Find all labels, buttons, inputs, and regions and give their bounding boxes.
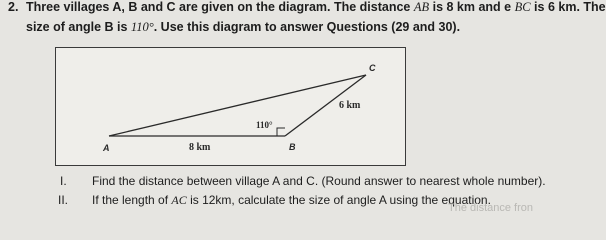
triangle-diagram [56,48,405,165]
cut-off-next-line-text: The distance fron [448,202,533,214]
sub-question-text-2 [92,193,491,208]
math-variable-bc: BC [514,0,531,14]
question-text-line1 [26,0,606,15]
question-number: 2. [8,0,19,14]
vertex-label-b: B [289,142,296,152]
question-text-part: . Use this diagram to answer Questions (29 and 30). [153,20,461,34]
vertex-label-c: C [369,63,376,73]
angle-label-b: 110° [256,120,273,130]
side-label-bc: 6 km [339,100,361,111]
side-label-ab: 8 km [189,142,211,153]
sub-question-number-1: I. [60,174,67,188]
question-text-part: is 6 km. The [530,0,606,14]
diagram-box [55,47,406,166]
question-text-part: Three villages A, B and C are given on the diagram. The distance [26,0,414,14]
angle-value: 110° [130,20,154,34]
sub-question-text-1: Find the distance between village A and C. (Round answer to nearest whole number). [92,174,546,188]
question-text-line2 [26,20,460,35]
question-text-part: is 8 km and e [429,0,515,14]
side-ac-line [109,75,366,136]
sub-question-text-part: is 12km, calculate the size of angle A using the equation. [186,193,491,207]
angle-arc-b [277,128,285,136]
sub-question-text-part: If the length of [92,193,172,207]
vertex-label-a: A [103,143,110,153]
question-text-part: size of angle B is [26,20,131,34]
math-variable-ab: AB [413,0,430,14]
sub-question-number-2: II. [58,193,69,207]
math-variable-ac: AC [171,193,187,207]
